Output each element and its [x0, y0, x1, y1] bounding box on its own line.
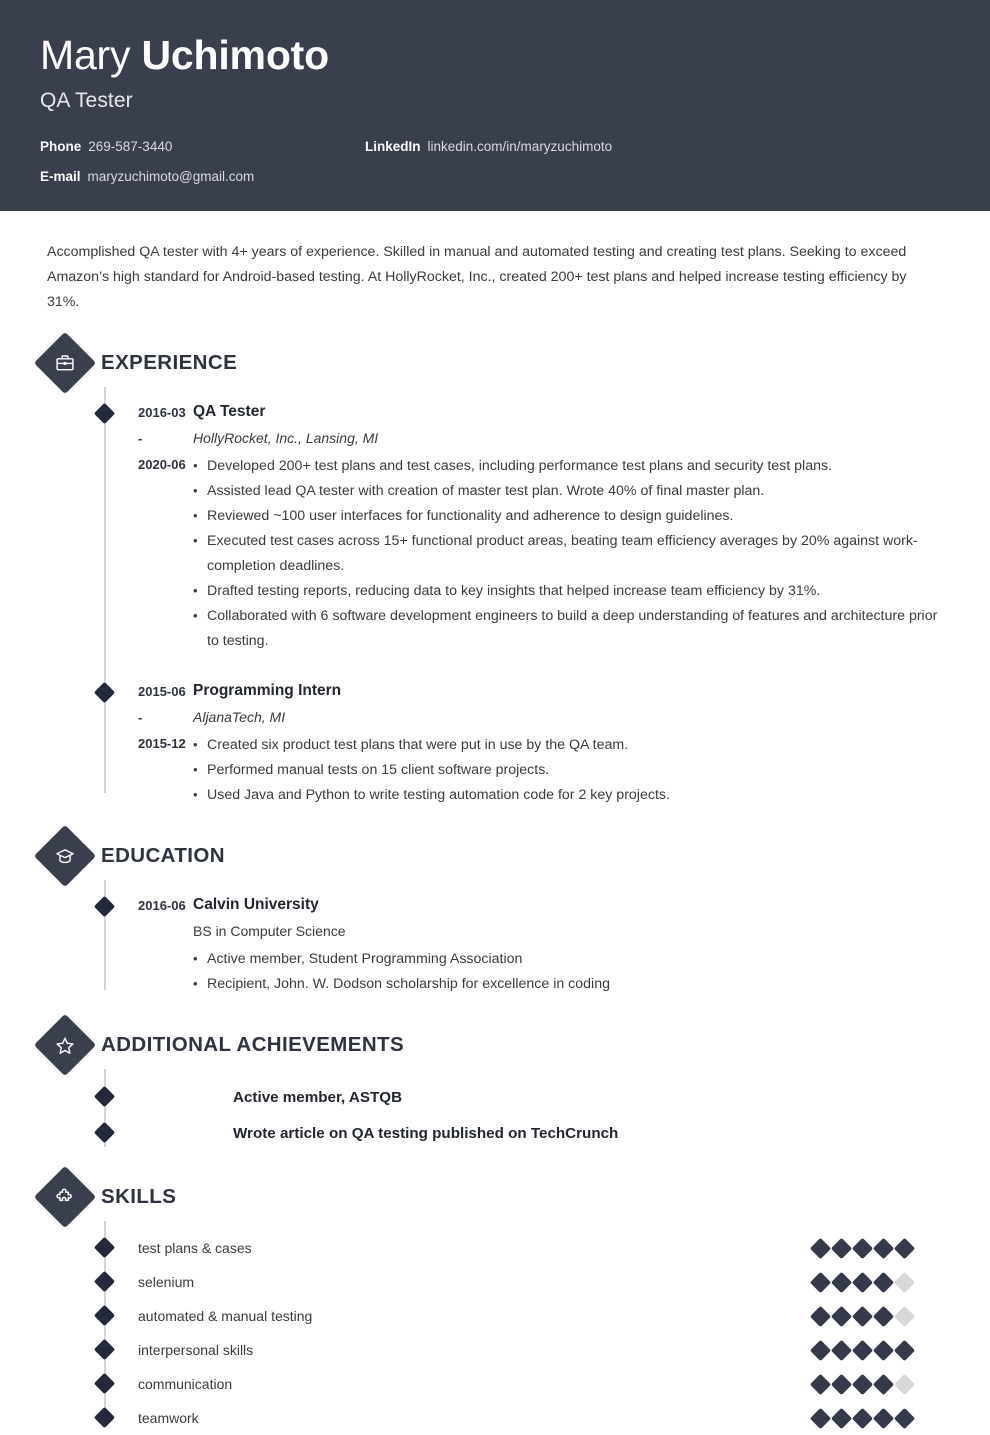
resume-header	[0, 0, 990, 211]
rating-diamond	[810, 1407, 831, 1428]
contact-email-label: E-mail	[40, 169, 81, 185]
skill-rating	[813, 1275, 950, 1290]
experience-entry-date	[40, 678, 193, 808]
rating-diamond	[852, 1271, 873, 1292]
rating-diamond	[894, 1339, 915, 1360]
rating-diamond	[873, 1305, 894, 1326]
experience-entry-title: Programming Intern	[193, 682, 342, 699]
experience-entry-company: AljanaTech, MI	[193, 709, 286, 725]
achievement-text: Wrote article on QA testing published on TechCrunch	[233, 1124, 619, 1142]
candidate-job-title: QA Tester	[40, 89, 133, 113]
rating-diamond	[873, 1339, 894, 1360]
section-header-experience	[47, 337, 950, 389]
bullet-item: • Active member, Student Programming Association	[193, 947, 940, 972]
skill-name: test plans & cases	[138, 1240, 252, 1256]
rating-diamond	[831, 1407, 852, 1428]
achievement-row	[40, 1115, 950, 1151]
section-experience	[40, 337, 950, 808]
experience-entry	[40, 399, 950, 654]
rating-diamond	[894, 1237, 915, 1258]
skill-rating	[813, 1309, 950, 1324]
rating-diamond	[894, 1305, 915, 1326]
skill-rating	[813, 1241, 950, 1256]
skill-rating	[813, 1343, 950, 1358]
contact-email[interactable]	[40, 169, 365, 184]
rating-diamond	[831, 1237, 852, 1258]
rating-diamond	[852, 1305, 873, 1326]
experience-entry-title: QA Tester	[193, 403, 266, 420]
experience-entry-company: HollyRocket, Inc., Lansing, MI	[193, 430, 379, 446]
section-header-skills	[47, 1171, 950, 1223]
last-name: Uchimoto	[141, 32, 329, 78]
skill-row	[40, 1401, 950, 1435]
section-skills	[40, 1171, 950, 1435]
bullet-item: • Assisted lead QA tester with creation of master test plan. Wrote 40% of final master plan.	[193, 479, 940, 504]
puzzle-piece-icon	[34, 1166, 96, 1228]
bullet-item: • Recipient, John. W. Dodson scholarship for excellence in coding	[193, 972, 940, 997]
rating-diamond	[873, 1237, 894, 1258]
contact-linkedin[interactable]	[365, 139, 612, 154]
rating-diamond	[810, 1373, 831, 1394]
section-title-achievements: ADDITIONAL ACHIEVEMENTS	[101, 1033, 405, 1056]
skill-row	[40, 1265, 950, 1299]
graduation-cap-icon	[34, 825, 96, 887]
achievement-row	[40, 1079, 950, 1115]
education-entry-bullets	[193, 947, 940, 997]
experience-entry-main	[193, 678, 950, 808]
skill-name: automated & manual testing	[138, 1308, 313, 1324]
experience-entry	[40, 678, 950, 808]
rating-diamond	[852, 1373, 873, 1394]
skill-name: interpersonal skills	[138, 1342, 254, 1358]
rating-diamond	[831, 1373, 852, 1394]
bullet-item: • Collaborated with 6 software development engineers to build a deep understanding of features and architecture prior to testing.	[193, 604, 940, 654]
skill-row	[40, 1367, 950, 1401]
bullet-item: • Developed 200+ test plans and test cases, including performance test plans and security test plans.	[193, 454, 940, 479]
bullet-item: • Drafted testing reports, reducing data to key insights that helped increase team efficiency by 31%.	[193, 579, 940, 604]
experience-entry-date-line1: 2016-03 -	[138, 405, 186, 446]
experience-entry-date	[40, 399, 193, 654]
rating-diamond	[873, 1407, 894, 1428]
professional-summary: Accomplished QA tester with 4+ years of experience. Skilled in manual and automated testing and creating test plans. Seeking to exceed Amazon’s high standard for Android-based testing. At HollyRocket, Inc., created 200+ test plans and helped increase testing efficiency by 31%.	[47, 244, 907, 310]
experience-entry-bullets	[193, 454, 940, 654]
rating-diamond	[831, 1305, 852, 1326]
achievement-text: Active member, ASTQB	[233, 1088, 403, 1106]
skill-rating	[813, 1411, 950, 1426]
rating-diamond	[810, 1305, 831, 1326]
contact-phone	[40, 139, 365, 154]
section-achievements	[40, 1019, 950, 1151]
rating-diamond	[894, 1271, 915, 1292]
education-entry-school: Calvin University	[193, 896, 319, 913]
section-title-skills: SKILLS	[101, 1185, 177, 1208]
contact-grid	[40, 139, 950, 188]
first-name: Mary	[40, 32, 131, 78]
rating-diamond	[810, 1339, 831, 1360]
rating-diamond	[852, 1237, 873, 1258]
contact-row-2	[40, 169, 950, 188]
section-header-education	[47, 830, 950, 882]
rating-diamond	[810, 1237, 831, 1258]
briefcase-icon	[34, 332, 96, 394]
star-icon	[34, 1014, 96, 1076]
rating-diamond	[831, 1271, 852, 1292]
contact-phone-label: Phone	[40, 139, 82, 155]
skill-rating	[813, 1377, 950, 1392]
education-entry-date-line1: 2016-06	[138, 898, 186, 913]
contact-linkedin-label: LinkedIn	[365, 139, 421, 155]
skill-name: teamwork	[138, 1410, 199, 1426]
rating-diamond	[831, 1339, 852, 1360]
rating-diamond	[852, 1407, 873, 1428]
rating-diamond	[852, 1339, 873, 1360]
section-title-experience: EXPERIENCE	[101, 351, 238, 374]
experience-entry-date-line2: 2020-06	[138, 457, 186, 472]
bullet-item: • Performed manual tests on 15 client software projects.	[193, 758, 940, 783]
rating-diamond	[873, 1271, 894, 1292]
skill-name: selenium	[138, 1274, 195, 1290]
experience-entry-date-line1: 2015-06 -	[138, 684, 186, 725]
bullet-item: • Executed test cases across 15+ functional product areas, beating team efficiency averages by 20% against work-completion deadlines.	[193, 529, 940, 579]
section-header-achievements	[47, 1019, 950, 1071]
skill-row	[40, 1333, 950, 1367]
experience-entry-date-line2: 2015-12	[138, 736, 186, 751]
contact-row-1	[40, 139, 950, 158]
contact-email-value[interactable]: maryzuchimoto@gmail.com	[87, 169, 255, 185]
rating-diamond	[873, 1373, 894, 1394]
skill-row	[40, 1299, 950, 1333]
rating-diamond	[894, 1407, 915, 1428]
experience-entry-main	[193, 399, 950, 654]
skill-row	[40, 1231, 950, 1265]
contact-phone-value: 269-587-3440	[88, 139, 173, 155]
education-entry-date	[40, 892, 193, 997]
education-entry	[40, 892, 950, 997]
section-education	[40, 830, 950, 997]
contact-linkedin-value[interactable]: linkedin.com/in/maryzuchimoto	[427, 139, 613, 155]
candidate-name	[40, 34, 950, 77]
bullet-item: • Used Java and Python to write testing automation code for 2 key projects.	[193, 783, 940, 808]
education-entry-main	[193, 892, 950, 997]
resume-body	[0, 240, 990, 1435]
rating-diamond	[810, 1271, 831, 1292]
rating-diamond	[894, 1373, 915, 1394]
section-title-education: EDUCATION	[101, 844, 225, 867]
bullet-item: • Reviewed ~100 user interfaces for functionality and adherence to design guidelines.	[193, 504, 940, 529]
skill-name: communication	[138, 1376, 233, 1392]
education-entry-degree: BS in Computer Science	[193, 923, 346, 939]
experience-entry-bullets	[193, 733, 940, 808]
bullet-item: • Created six product test plans that were put in use by the QA team.	[193, 733, 940, 758]
